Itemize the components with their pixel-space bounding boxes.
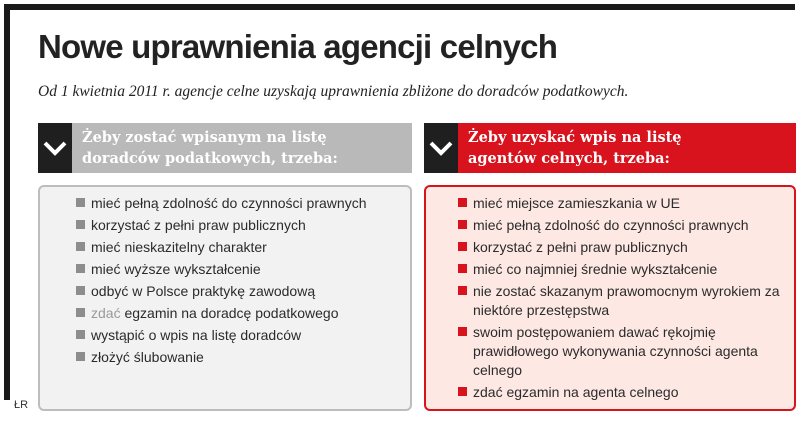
bullet-square-icon [458, 264, 467, 273]
bullet-square-icon [76, 264, 85, 273]
list-item: mieć pełną zdolność do czynności prawnych [458, 216, 786, 235]
left-heading [72, 123, 412, 173]
right-heading-line2: agentów celnych, trzeba: [468, 150, 670, 167]
list-item: swoim postępowaniem dawać rękojmię prawidłowego wykonywania czynności agenta celnego [458, 323, 786, 380]
list-item: mieć nieskazitelny charakter [76, 238, 402, 257]
left-header [38, 123, 412, 173]
bullet-square-icon [458, 286, 467, 295]
bullet-square-icon [458, 220, 467, 229]
left-column [38, 123, 412, 411]
page-subtitle: Od 1 kwietnia 2011 r. agencje celne uzyskają uprawnienia zbliżone do doradców podatkowych. [38, 83, 629, 100]
bullet-square-icon [76, 198, 85, 207]
frame-left-rule [4, 4, 10, 400]
left-heading-line2: doradców podatkowych, trzeba: [82, 150, 338, 167]
list-item: mieć miejsce zamieszkania w UE [458, 194, 786, 213]
bullet-square-icon [76, 352, 85, 361]
frame-top-rule [4, 4, 795, 10]
bullet-square-icon [76, 286, 85, 295]
right-column [424, 123, 796, 411]
list-item: korzystać z pełni praw publicznych [458, 238, 786, 257]
bullet-square-icon [458, 242, 467, 251]
chevron-down-icon [38, 123, 72, 173]
bullet-square-icon [458, 198, 467, 207]
list-item: mieć wyższe wykształcenie [76, 260, 402, 279]
bullet-square-icon [458, 327, 467, 336]
list-item: mieć co najmniej średnie wykształcenie [458, 260, 786, 279]
list-item: korzystać z pełni praw publicznych [76, 216, 402, 235]
list-item: złożyć ślubowanie [76, 348, 402, 367]
list-item: odbyć w Polsce praktykę zawodową [76, 282, 402, 301]
bullet-square-icon [76, 330, 85, 339]
author-initials: ŁR [14, 399, 29, 411]
list-item: zdać egzamin na doradcę podatkowego [76, 304, 402, 323]
right-heading-line1: Żeby uzyskać wpis na listę [468, 129, 682, 146]
list-item: nie zostać skazanym prawomocnym wyrokiem za niektóre przestępstwa [458, 282, 786, 320]
chevron-down-icon [424, 123, 458, 173]
list-item: wystąpić o wpis na listę doradców [76, 326, 402, 345]
left-heading-line1: Żeby zostać wpisanym na listę [82, 129, 327, 146]
right-requirements-list [458, 194, 786, 402]
left-requirements-list [76, 194, 402, 367]
bullet-square-icon [76, 242, 85, 251]
bullet-square-icon [76, 220, 85, 229]
list-item: mieć pełną zdolność do czynności prawnych [76, 194, 402, 213]
left-requirements-panel [38, 185, 412, 411]
bullet-square-icon [76, 308, 85, 317]
right-heading [458, 123, 796, 173]
list-item: zdać egzamin na agenta celnego [458, 383, 786, 402]
bullet-square-icon [458, 387, 467, 396]
right-requirements-panel [424, 185, 796, 411]
page-title: Nowe uprawnienia agencji celnych [38, 28, 558, 65]
right-header [424, 123, 796, 173]
